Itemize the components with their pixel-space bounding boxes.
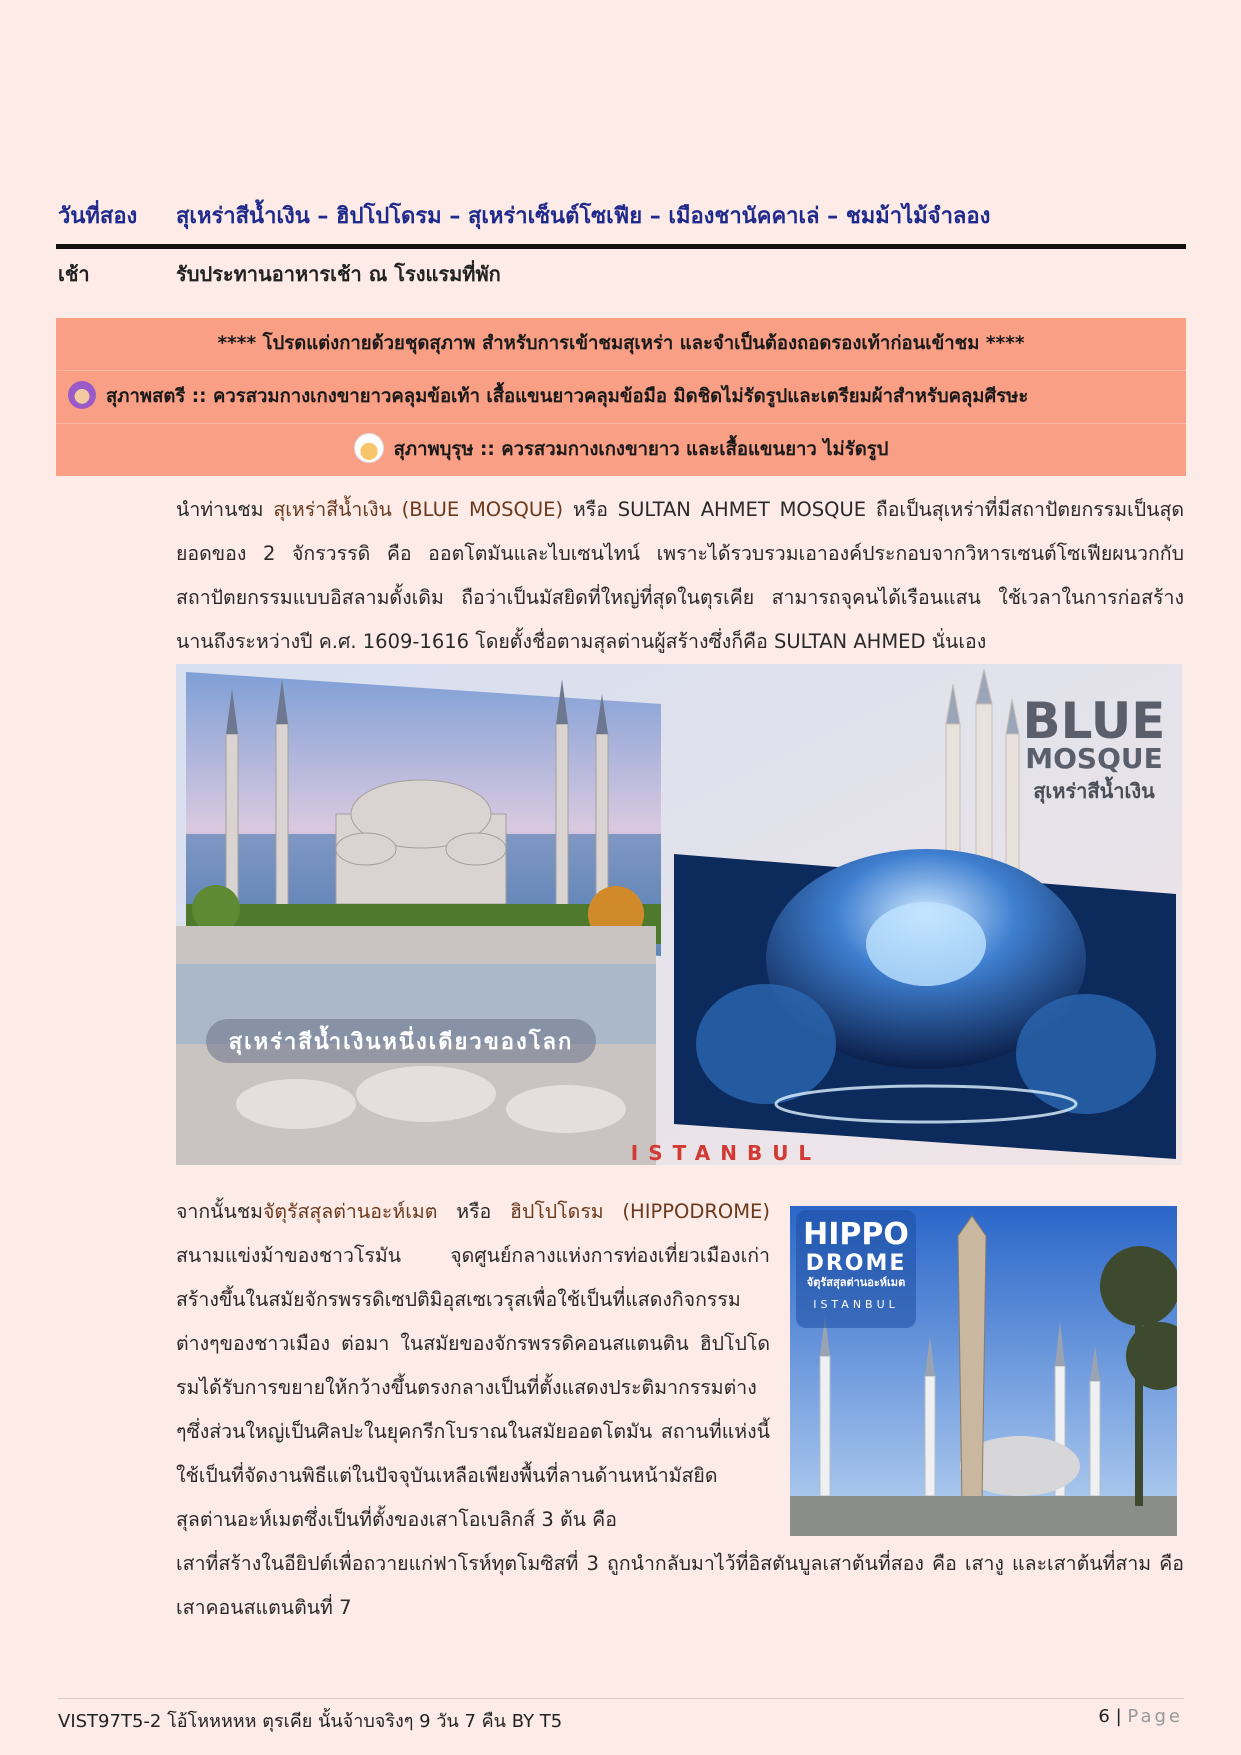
hippodrome-name-1: จัตุรัสสุลต่านอะห์เมต xyxy=(262,1200,438,1223)
hero-banner-text: สุเหร่าสีน้ำเงินหนึ่งเดียวของโลก xyxy=(228,1030,574,1055)
blue-mosque-intro: นำท่านชม xyxy=(176,498,274,521)
footer-divider xyxy=(58,1698,1184,1699)
hero-title-line2: MOSQUE xyxy=(1025,742,1163,775)
dress-code-men-text: สุภาพบุรุษ :: ควรสวมกางเกงขายาว และเสื้อแขนยาว ไม่รัดรูป xyxy=(393,439,889,460)
dress-code-women-text: สุภาพสตรี :: ควรสวมกางเกงขายาวคลุมข้อเท้า เสื้อแขนยาวคลุมข้อมือ มิดชิดไม่รัดรูปและเตรียมผ้าสำหรับคลุมศีรษะ xyxy=(106,386,1029,407)
man-turban-icon xyxy=(354,433,384,463)
hippodrome-paragraph-continued xyxy=(176,1542,1184,1630)
woman-hijab-icon xyxy=(68,381,96,409)
hero-title-line1: BLUE xyxy=(1022,692,1166,750)
hippodrome-connector: หรือ xyxy=(437,1200,511,1223)
hippo-subtitle: จัตุรัสสุลต่านอะห์เมต xyxy=(806,1276,906,1289)
blue-mosque-name: สุเหร่าสีน้ำเงิน (BLUE MOSQUE) xyxy=(273,498,564,521)
page-word: Page xyxy=(1127,1706,1183,1727)
dress-code-women xyxy=(56,371,1186,424)
hero-city: ISTANBUL xyxy=(630,1141,822,1165)
day-divider xyxy=(56,244,1186,249)
hippo-title-line1: HIPPO xyxy=(803,1217,909,1252)
blue-mosque-collage xyxy=(176,664,1182,1165)
hippo-city: ISTANBUL xyxy=(813,1298,899,1311)
page-separator: | xyxy=(1115,1706,1122,1727)
mosque-exterior-photo xyxy=(186,672,661,956)
day-label: วันที่สอง xyxy=(58,204,138,229)
hippodrome-continued-text: เสาที่สร้างในอียิปต์เพื่อถวายแก่ฟาโรห์ทุตโมซิสที่ 3 ถูกนำกลับมาไว้ที่อิสตันบูลเสาต้นที่สอง คือ เสางู และเสาต้นที่สาม คือเสาคอนสแตนตินที่ 7 xyxy=(176,1552,1184,1619)
hippodrome-photo xyxy=(790,1206,1177,1536)
meal-label: เช้า xyxy=(58,262,90,286)
mosque-interior-photo xyxy=(674,849,1176,1159)
mosque-domes-photo xyxy=(176,926,656,1165)
hippodrome-body: สนามแข่งม้าของชาวโรมัน จุดศูนย์กลางแห่งการท่องเที่ยวเมืองเก่า สร้างขึ้นในสมัยจักรพรรดิเซปติมิอุสเซเวรุสเพื่อใช้เป็นที่แสดงกิจกรรมต่างๆของชาวเมือง ต่อมา ในสมัยของจักรพรรดิคอนสแตนติน ฮิปโปโดรมได้รับการขยายให้กว้างขึ้นตรงกลางเป็นที่ตั้งแสดงประติมากรรมต่าง ๆซึ่งส่วนใหญ่เป็นศิลปะในยุคกรีกโบราณในสมัยออตโตมัน สถานที่แห่งนี้ใช้เป็นที่จัดงานพิธีแต่ในปัจจุบันเหลือเพียงพื้นที่ลานด้านหน้ามัสยิดสุลต่านอะห์เมตซึ่งเป็นที่ตั้งของเสาโอเบลิกส์ 3 ต้น คือ xyxy=(176,1244,770,1531)
hippodrome-name-2: ฮิปโปโดรม (HIPPODROME) xyxy=(510,1200,770,1223)
dress-code-men xyxy=(56,424,1186,476)
dress-code-notice: **** โปรดแต่งกายด้วยชุดสุภาพ สำหรับการเข้าชมสุเหร่า และจำเป็นต้องถอดรองเท้าก่อนเข้าชม **** xyxy=(56,318,1186,371)
blue-mosque-body: หรือ SULTAN AHMET MOSQUE ถือเป็นสุเหร่าที่มีสถาปัตยกรรมเป็นสุดยอดของ 2 จักรวรรดิ คือ ออตโตมันและไบเซนไทน์ เพราะได้รวบรวมเอาองค์ประกอบจากวิหารเซนต์โซเฟียผนวกกับสถาปัตยกรรมแบบอิสลามดั้งเดิม ถือว่าเป็นมัสยิดที่ใหญ่ที่สุดในตุรเคีย สามารถจุคนได้เรือนแสน ใช้เวลาในการก่อสร้างนานถึงระหว่างปี ค.ศ. 1609-1616 โดยตั้งชื่อตามสุลต่านผู้สร้างซึ่งก็คือ SULTAN AHMED นั่นเอง xyxy=(176,498,1185,653)
hero-subtitle: สุเหร่าสีน้ำเงิน xyxy=(1033,779,1155,803)
footer-page-info xyxy=(1098,1706,1183,1727)
blue-mosque-paragraph xyxy=(176,488,1184,664)
day-header xyxy=(58,198,1186,233)
hippodrome-intro: จากนั้นชม xyxy=(176,1200,263,1223)
page-number: 6 xyxy=(1098,1706,1110,1727)
day-title: สุเหร่าสีน้ำเงิน – ฮิปโปโดรม – สุเหร่าเซ็นต์โซเฟีย – เมืองชานัคคาเล่ – ชมม้าไม้จำลอง xyxy=(176,204,991,229)
dress-code-box xyxy=(56,318,1186,476)
meal-text: รับประทานอาหารเช้า ณ โรงแรมที่พัก xyxy=(176,262,501,286)
hippodrome-paragraph xyxy=(176,1190,770,1542)
meal-row xyxy=(58,258,501,290)
hippo-title-line2: DROME xyxy=(805,1251,907,1276)
footer-tour-name: VIST97T5-2 โอ้โหหหหห ตุรเคีย นั้นจ้าบจริงๆ 9 วัน 7 คืน BY T5 xyxy=(58,1711,563,1732)
